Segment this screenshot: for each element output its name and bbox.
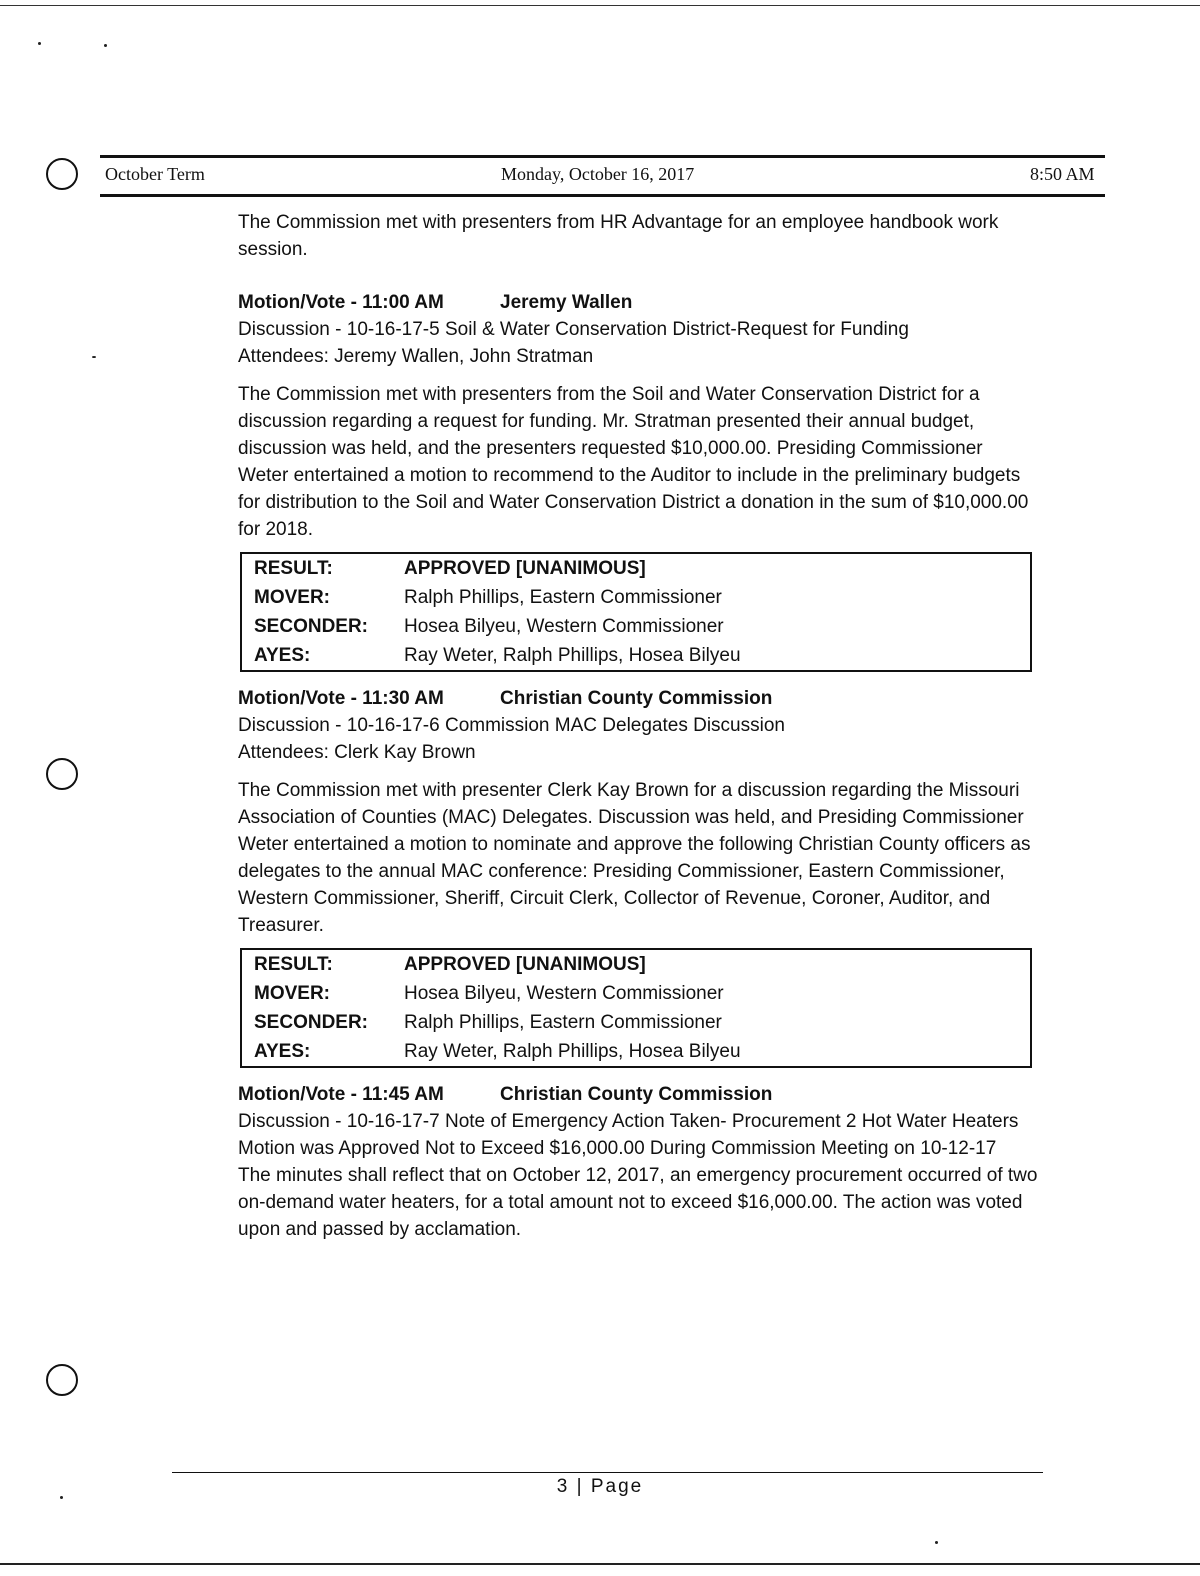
vote-label: RESULT: [254, 558, 333, 579]
vote-table [240, 948, 1032, 1068]
vote-label: RESULT: [254, 954, 333, 975]
vote-label: MOVER: [254, 983, 330, 1004]
motion-discussion: Discussion - 10-16-17-6 Commission MAC Delegates Discussion [238, 715, 785, 736]
motion-section [238, 289, 1038, 672]
header-term: October Term [105, 164, 205, 184]
motion-discussion: Discussion - 10-16-17-5 Soil & Water Conservation District-Request for Funding [238, 319, 909, 340]
vote-row-seconder [241, 612, 1031, 641]
motion-section [238, 1081, 1038, 1243]
scan-speck [38, 42, 41, 45]
motion-discussion: Discussion - 10-16-17-7 Note of Emergency Action Taken- Procurement 2 Hot Water Heaters Motion was Approved Not to Exceed $16,000.00 During Commission Meeting on 10-12-17 [238, 1111, 1019, 1159]
vote-label: SECONDER: [254, 1012, 369, 1033]
vote-seconder: Hosea Bilyeu, Western Commissioner [404, 616, 724, 637]
vote-label: MOVER: [254, 587, 330, 608]
vote-seconder: Ralph Phillips, Eastern Commissioner [404, 1012, 722, 1033]
vote-row-result [241, 553, 1031, 583]
header-rule [100, 155, 1105, 158]
vote-mover: Hosea Bilyeu, Western Commissioner [404, 983, 724, 1004]
vote-row-ayes [241, 1037, 1031, 1067]
header-rule [100, 194, 1105, 197]
motion-body: The Commission met with presenter Clerk Kay Brown for a discussion regarding the Missouri Association of Counties (MAC) Delegates. Discussion was held, and Presiding Commissioner Weter entertained a motion to nominate and approve the following Christian County officers as delegates to the annual MAC conference: Presiding Commissioner, Eastern Commissioner, Western Commissioner, Sheriff, Circuit Clerk, Collector of Revenue, Coroner, Auditor, and Treasurer. [238, 780, 1031, 936]
scan-speck [92, 356, 96, 358]
motion-label: Motion/Vote - 11:45 AM [238, 1084, 444, 1105]
vote-ayes: Ray Weter, Ralph Phillips, Hosea Bilyeu [404, 1041, 741, 1062]
scan-speck [935, 1541, 938, 1544]
vote-row-mover [241, 583, 1031, 612]
scan-bottom-edge [0, 1563, 1200, 1565]
vote-row-seconder [241, 1008, 1031, 1037]
vote-label: AYES: [254, 1041, 311, 1062]
intro-paragraph: The Commission met with presenters from HR Advantage for an employee handbook work session. [238, 212, 999, 260]
motion-presenter: Christian County Commission [500, 688, 773, 709]
vote-result: APPROVED [UNANIMOUS] [404, 954, 646, 975]
vote-row-result [241, 949, 1031, 979]
motion-body: The minutes shall reflect that on October 12, 2017, an emergency procurement occurred of two on-demand water heaters, for a total amount not to exceed $16,000.00. The action was voted upon and passed by acclamation. [238, 1165, 1038, 1240]
binder-hole-icon [46, 1364, 78, 1396]
header-date: Monday, October 16, 2017 [501, 164, 695, 184]
footer-rule [172, 1472, 1043, 1473]
binder-hole-icon [46, 158, 78, 190]
motion-presenter: Christian County Commission [500, 1084, 773, 1105]
header-time: 8:50 AM [1030, 164, 1095, 184]
minutes-content [238, 209, 1038, 1243]
vote-ayes: Ray Weter, Ralph Phillips, Hosea Bilyeu [404, 645, 741, 666]
vote-label: SECONDER: [254, 616, 369, 637]
page-number: 3 | Page [556, 1476, 644, 1497]
scan-top-edge [0, 5, 1200, 6]
motion-heading [238, 685, 1038, 712]
motion-attendees: Attendees: Jeremy Wallen, John Stratman [238, 346, 594, 367]
motion-label: Motion/Vote - 11:30 AM [238, 688, 444, 709]
binder-hole-icon [46, 758, 78, 790]
motion-section [238, 685, 1038, 1068]
motion-heading [238, 289, 1038, 316]
vote-result: APPROVED [UNANIMOUS] [404, 558, 646, 579]
vote-row-mover [241, 979, 1031, 1008]
vote-table [240, 552, 1032, 672]
motion-label: Motion/Vote - 11:00 AM [238, 292, 444, 313]
motion-body: The Commission met with presenters from the Soil and Water Conservation District for a discussion regarding a request for funding. Mr. Stratman presented their annual budget, discussion was held, and the presenters requested $10,000.00. Presiding Commissioner Weter entertained a motion to recommend to the Auditor to include in the preliminary budgets for distribution to the Soil and Water Conservation District a donation in the sum of $10,000.00 for 2018. [238, 384, 1029, 540]
scan-speck [104, 44, 107, 47]
vote-row-ayes [241, 641, 1031, 671]
motion-presenter: Jeremy Wallen [500, 292, 633, 313]
vote-mover: Ralph Phillips, Eastern Commissioner [404, 587, 722, 608]
motion-heading [238, 1081, 1038, 1108]
motion-attendees: Attendees: Clerk Kay Brown [238, 742, 476, 763]
vote-label: AYES: [254, 645, 311, 666]
